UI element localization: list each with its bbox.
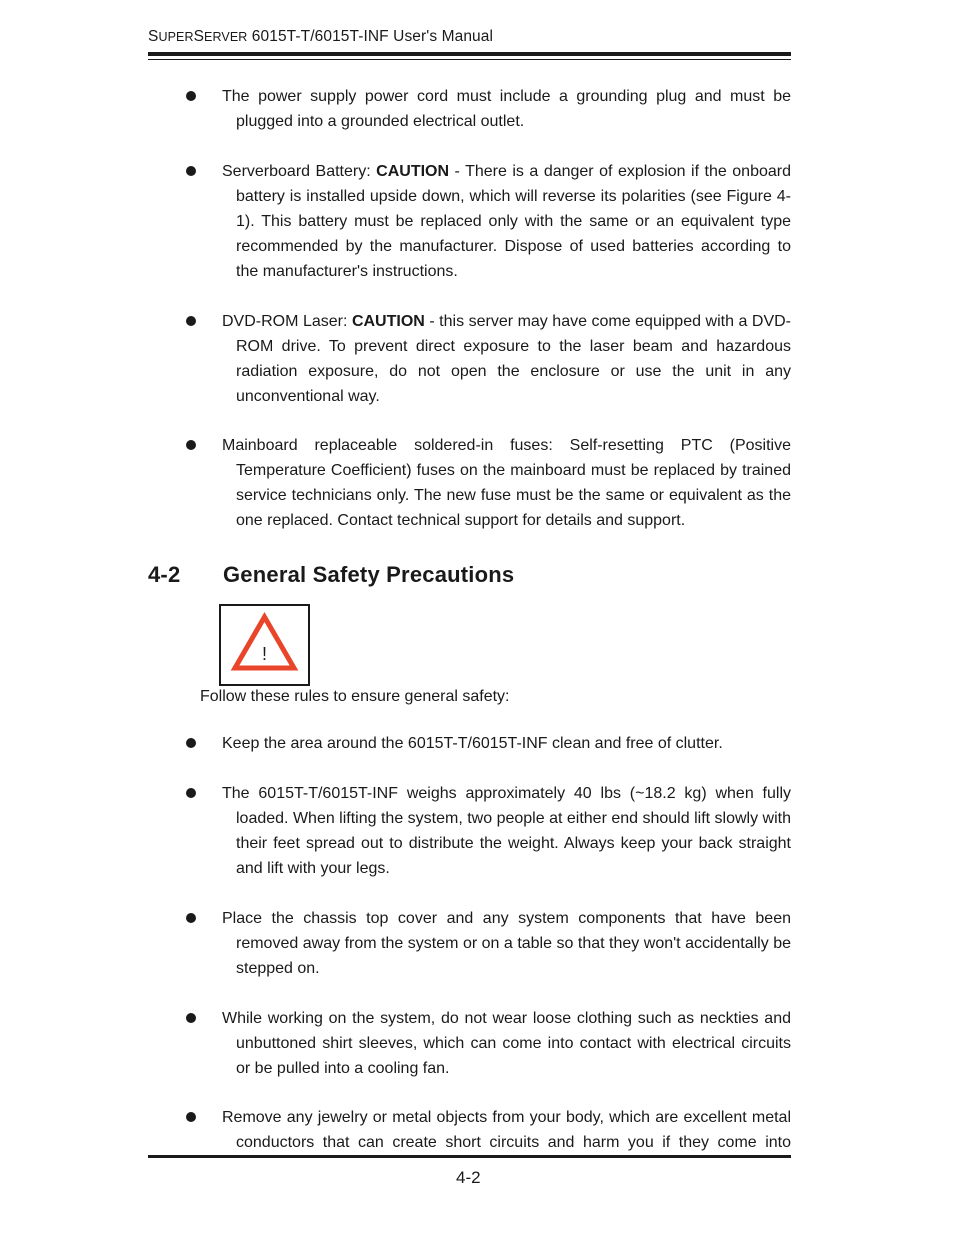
section-number: 4-2 — [148, 562, 181, 587]
warning-box — [219, 604, 310, 686]
list-item — [186, 731, 791, 756]
header-rule-thick — [148, 52, 791, 56]
bullet-icon — [186, 738, 196, 748]
bullet-icon — [186, 1112, 196, 1122]
list-item-text: The power supply power cord must include a grounding plug and must be plugged into a grounded electrical outlet. — [222, 88, 791, 130]
warning-triangle-icon — [230, 612, 299, 676]
list-item-text: DVD-ROM Laser: CAUTION - this server may have come equipped with a DVD-ROM drive. To prevent direct exposure to the laser beam and hazardous radiation exposure, do not open the enclosure or use the unit in any unconventional way. — [222, 313, 792, 405]
list-item-text: Serverboard Battery: CAUTION - There is a danger of explosion if the onboard battery is installed upside down, which will reverse its polarities (see Figure 4-1). This battery must be replaced only with the same or an equivalent type recommended by the manufacturer. Dispose of used batteries according to the manufacturer's instructions. — [222, 163, 791, 280]
list-item — [186, 84, 791, 134]
list-item-text: Place the chassis top cover and any system components that have been removed away from the system or on a table so that they won't accidentally be stepped on. — [222, 910, 791, 977]
caution-label: CAUTION — [376, 163, 450, 180]
footer-rule — [148, 1155, 791, 1158]
bullet-icon — [186, 913, 196, 923]
list-item-text: Mainboard replaceable soldered-in fuses: Self-resetting PTC (Positive Temperature Coefficient) fuses on the mainboard must be replaced by trained service technicians only. The new fuse must be the same or equivalent as the one replaced. Contact technical support for details and support. — [222, 437, 791, 529]
list-item-text: Keep the area around the 6015T-T/6015T-INF clean and free of clutter. — [222, 735, 723, 752]
list-item — [186, 1006, 791, 1081]
list-item — [186, 906, 791, 981]
list-item-text: While working on the system, do not wear loose clothing such as neckties and unbuttoned shirt sleeves, which can come into contact with electrical circuits or be pulled into a cooling fan. — [222, 1010, 791, 1077]
bullet-icon — [186, 316, 196, 326]
list-item — [186, 159, 791, 284]
bullet-icon — [186, 440, 196, 450]
list-item-text: The 6015T-T/6015T-INF weighs approximately 40 lbs (~18.2 kg) when fully loaded. When lifting the system, two people at either end should lift slowly with their feet spread out to distribute the weight. Always keep your back straight and lift with your legs. — [222, 785, 791, 877]
page-number: 4-2 — [456, 1168, 481, 1187]
running-header: SUPERSERVER 6015T-T/6015T-INF User's Manual — [148, 28, 494, 45]
list-item-text: Remove any jewelry or metal objects from your body, which are excellent metal conductors that can create short circuits and harm you if they come into — [222, 1109, 791, 1151]
section-heading — [148, 562, 514, 588]
list-item — [186, 309, 791, 409]
section-intro: Follow these rules to ensure general safety: — [200, 688, 510, 705]
bullet-icon — [186, 788, 196, 798]
bullet-icon — [186, 91, 196, 101]
list-item — [186, 433, 791, 533]
section-title: General Safety Precautions — [223, 562, 515, 587]
caution-label: CAUTION — [351, 313, 425, 330]
bullet-icon — [186, 166, 196, 176]
list-item — [186, 781, 791, 881]
header-rule-thin — [148, 59, 791, 60]
bullet-icon — [186, 1013, 196, 1023]
list-item — [186, 1105, 791, 1155]
warning-symbol: ! — [261, 644, 268, 664]
